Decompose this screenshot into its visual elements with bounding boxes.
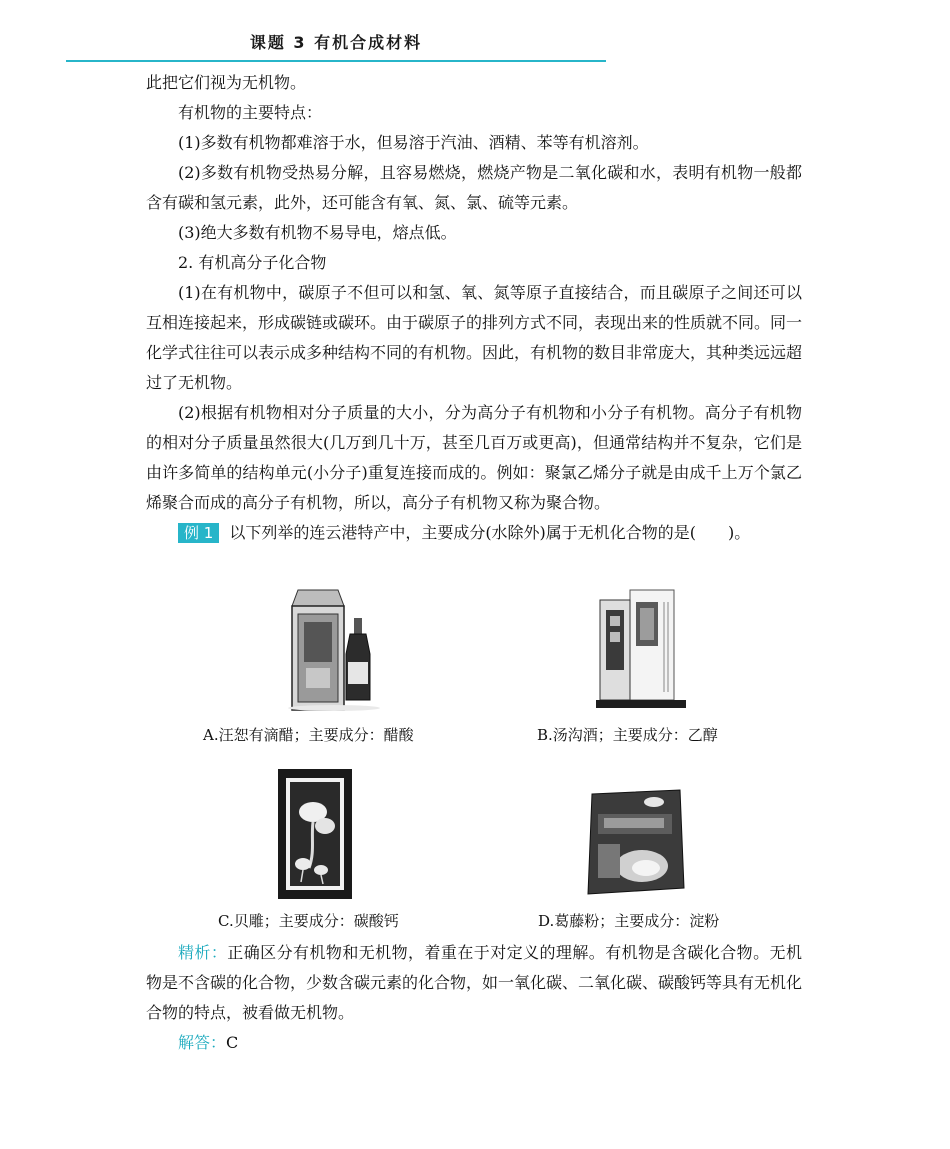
paragraph-feature-3: (3)绝大多数有机物不易导电，熔点低。 xyxy=(178,223,457,242)
example-question xyxy=(146,518,802,548)
body-text xyxy=(146,68,802,548)
paragraph-features-heading: 有机物的主要特点： xyxy=(178,103,323,122)
page-header xyxy=(66,26,606,62)
analysis-label: 精析： xyxy=(178,943,228,962)
liquor-product-image xyxy=(596,588,688,714)
example-tag: 例 1 xyxy=(178,523,219,543)
vinegar-product-image xyxy=(284,584,384,712)
option-d-caption: D.葛藤粉；主要成分：淀粉 xyxy=(538,912,720,930)
shell-carving-image xyxy=(277,768,353,900)
example-question-text: 以下列举的连云港特产中，主要成分(水除外)属于无机化合物的是( )。 xyxy=(229,523,751,542)
paragraph-polymer-2: (2)根据有机物相对分子质量的大小，分为高分子有机物和小分子有机物。高分子有机物的相对分子质量虽然很大(几万到几十万，甚至几百万或更高)，但通常结构并不复杂，它们是由许多简单的结构单元(小分子)重复连接而成的。例如：聚氯乙烯分子就是由成千上万个氯乙烯聚合而成的高分子有机物，所以，高分子有机物又称为聚合物。 xyxy=(146,403,802,512)
kudzu-powder-image xyxy=(584,788,688,898)
analysis-text: 正确区分有机物和无机物，着重在于对定义的理解。有机物是含碳化合物。无机物是不含碳的化合物，少数含碳元素的化合物，如一氧化碳、二氧化碳、碳酸钙等具有无机化合物的特点，被看做无机物。 xyxy=(146,943,803,1022)
answer-paragraph xyxy=(146,1028,802,1058)
paragraph-feature-2: (2)多数有机物受热易分解，且容易燃烧，燃烧产物是二氧化碳和水，表明有机物一般都含有碳和氢元素，此外，还可能含有氧、氮、氯、硫等元素。 xyxy=(146,163,802,212)
answer-label: 解答： xyxy=(178,1033,227,1052)
option-b-caption: B.汤沟酒；主要成分：乙醇 xyxy=(537,726,718,744)
paragraph-continuation: 此把它们视为无机物。 xyxy=(146,73,307,92)
paragraph-polymer-1: (1)在有机物中，碳原子不但可以和氢、氧、氮等原子直接结合，而且碳原子之间还可以互相连接起来，形成碳链或碳环。由于碳原子的排列方式不同，表现出来的性质就不同。同一化学式往往可以表示成多种结构不同的有机物。因此，有机物的数目非常庞大，其种类远远超过了无机物。 xyxy=(146,283,803,392)
option-a-caption: A.汪恕有滴醋；主要成分：醋酸 xyxy=(203,726,414,744)
answer-value: C xyxy=(226,1033,239,1052)
analysis-paragraph xyxy=(146,938,802,1028)
option-c-caption: C.贝雕；主要成分：碳酸钙 xyxy=(218,912,399,930)
section-heading-polymers: 2. 有机高分子化合物 xyxy=(178,253,327,272)
analysis-section xyxy=(146,938,802,1058)
paragraph-feature-1: (1)多数有机物都难溶于水，但易溶于汽油、酒精、苯等有机溶剂。 xyxy=(178,133,649,152)
header-title: 课题 3 有机合成材料 xyxy=(249,33,423,52)
